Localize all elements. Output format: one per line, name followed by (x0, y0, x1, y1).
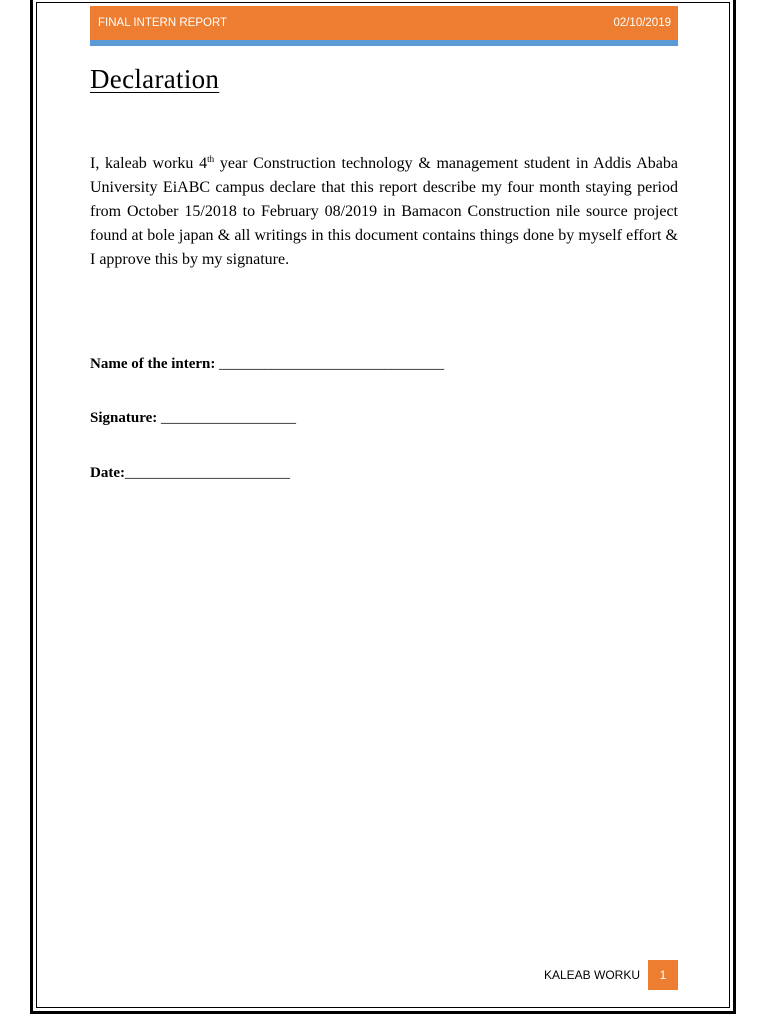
intern-name-line: ______________________________ (219, 356, 445, 372)
header-date: 02/10/2019 (613, 17, 671, 29)
intern-name-field (90, 356, 444, 373)
page-title: Declaration (90, 64, 220, 94)
header-rule (90, 40, 678, 46)
intern-name-label: Name of the intern: (90, 356, 220, 372)
footer-author: KALEAB WORKU (543, 968, 640, 982)
declaration-text-start: I, kaleab worku 4 (90, 155, 208, 172)
signature-label: Signature: (90, 410, 161, 426)
date-label: Date: (90, 465, 125, 481)
header-title: FINAL INTERN REPORT (98, 17, 228, 29)
declaration-text-rest: year Construction technology & management student in Addis Ababa University EiABC campus declare that this report describe my four month staying period from October 15/2018 to February 08/2019 in Bamacon Construction nile source project found at bole japan & all writings in this document contains things done by myself effort & I approve this by my signature. (90, 155, 678, 268)
ordinal-superscript: th (207, 154, 215, 164)
page-footer (544, 960, 678, 990)
signature-line: __________________ (160, 410, 296, 426)
signature-field (90, 410, 296, 427)
declaration-paragraph (90, 152, 678, 272)
date-line: ______________________ (124, 465, 290, 481)
date-field (90, 465, 290, 482)
page-number-badge: 1 (648, 960, 678, 990)
header-bar (90, 6, 678, 40)
